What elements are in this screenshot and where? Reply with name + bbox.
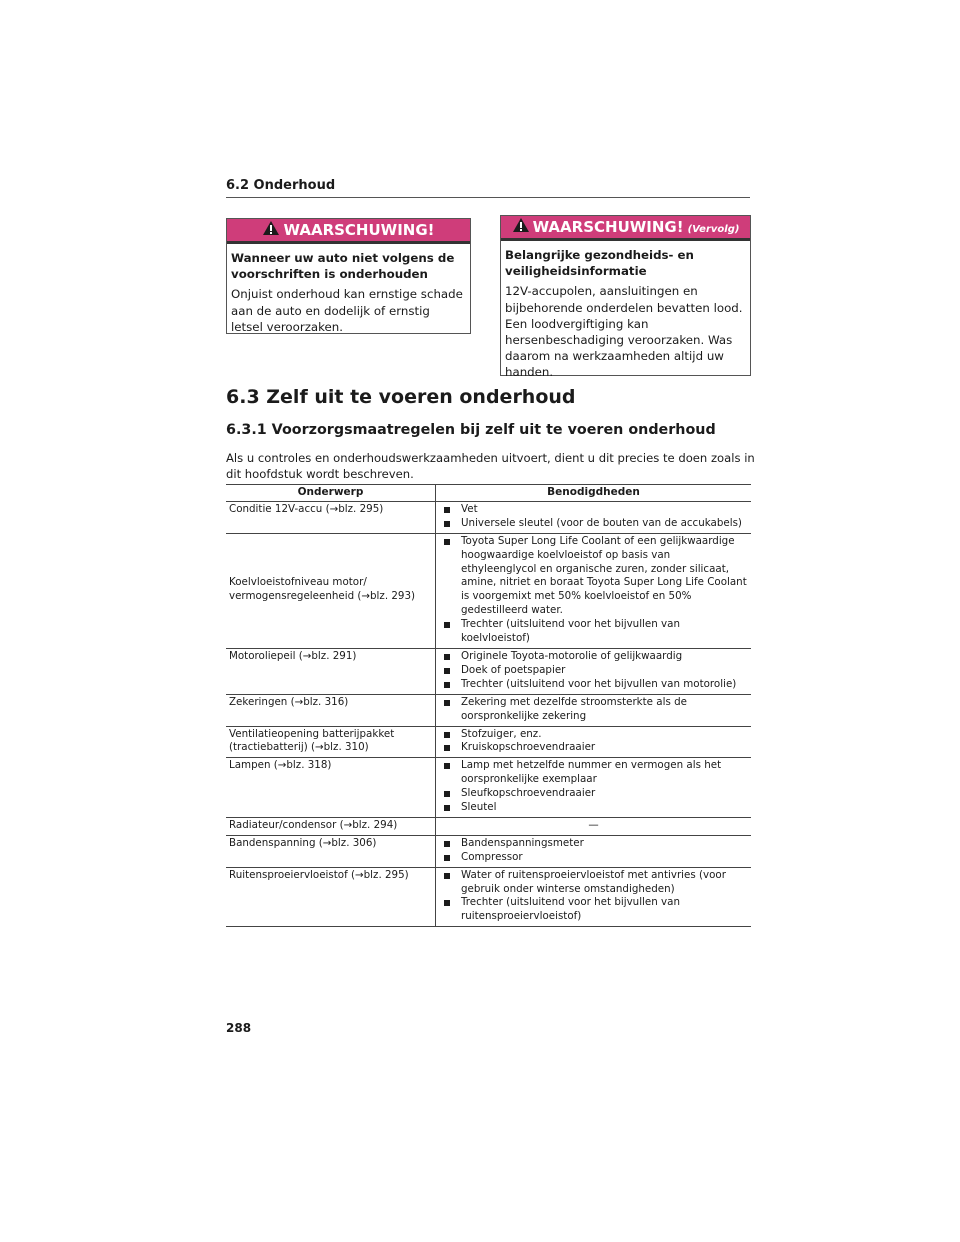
row-subject: Conditie 12V-accu (→blz. 295) — [226, 501, 436, 533]
warning-header — [501, 216, 750, 241]
requirement-item: Sleufkopschroevendraaier — [439, 787, 748, 801]
requirement-item: Water of ruitensproeiervloeistof met antivries (voor gebruik onder winterse omstandigheden) — [439, 869, 748, 897]
row-subject: Bandenspanning (→blz. 306) — [226, 835, 436, 867]
subsection-title: 6.3.1 Voorzorgsmaatregelen bij zelf uit te voeren onderhoud — [226, 422, 716, 438]
running-header: 6.2 Onderhoud — [226, 178, 750, 198]
warning-text: 12V-accupolen, aansluitingen en bijbehorende onderdelen bevatten lood. Een loodvergiftiging kan hersenbeschadiging veroorzaken. Was daarom na werkzaamheden altijd uw handen. — [505, 284, 743, 380]
requirement-item: Doek of poetspapier — [439, 664, 748, 678]
warning-heading: Belangrijke gezondheids- en veiligheidsinformatie — [505, 248, 694, 279]
row-subject: Lampen (→blz. 318) — [226, 758, 436, 818]
requirement-item: Toyota Super Long Life Coolant of een gelijkwaardige hoogwaardige koelvloeistof op basis van ethyleenglycol en organische zuren, zonder silicaat, amine, nitriet en boraat Toyota Super Long Life Coolant is voorgemixt met 50% koelvloeistof en 50% gedestilleerd water. — [439, 535, 748, 618]
requirement-item: Compressor — [439, 851, 748, 865]
table-header-requirements: Benodigdheden — [436, 485, 752, 502]
table-row — [226, 726, 751, 758]
warning-title: WAARSCHUWING! — [532, 218, 684, 236]
page-number: 288 — [226, 1021, 252, 1035]
warning-continued-label: (Vervolg) — [687, 224, 740, 235]
table-row — [226, 835, 751, 867]
section-title: 6.3 Zelf uit te voeren onderhoud — [226, 386, 576, 408]
table-row — [226, 648, 751, 694]
table-row — [226, 758, 751, 818]
requirement-item: Trechter (uitsluitend voor het bijvullen van motorolie) — [439, 678, 748, 692]
warning-box-left — [226, 218, 471, 334]
table-row — [226, 694, 751, 726]
requirement-item: Trechter (uitsluitend voor het bijvullen van koelvloeistof) — [439, 618, 748, 646]
requirement-item: Universele sleutel (voor de bouten van de accukabels) — [439, 517, 748, 531]
no-requirements-dash: — — [436, 817, 752, 835]
requirement-item: Trechter (uitsluitend voor het bijvullen van ruitensproeiervloeistof) — [439, 896, 748, 924]
table-header-subject: Onderwerp — [226, 485, 436, 502]
table-row — [226, 501, 751, 533]
requirement-item: Bandenspanningsmeter — [439, 837, 748, 851]
warning-box-right — [500, 215, 751, 380]
row-subject: Radiateur/condensor (→blz. 294) — [226, 817, 436, 835]
requirement-item: Kruiskopschroevendraaier — [439, 741, 748, 755]
warning-heading: Wanneer uw auto niet volgens de voorschriften is onderhouden — [231, 251, 455, 282]
table-row — [226, 817, 751, 835]
requirement-item: Zekering met dezelfde stroomsterkte als de oorspronkelijke zekering — [439, 696, 748, 724]
warning-triangle-icon — [512, 217, 530, 239]
requirement-item: Vet — [439, 503, 748, 517]
table-row — [226, 867, 751, 927]
warning-header — [227, 219, 470, 244]
row-subject: Motoroliepeil (→blz. 291) — [226, 648, 436, 694]
requirement-item: Sleutel — [439, 801, 748, 815]
intro-paragraph: Als u controles en onderhoudswerkzaamheden uitvoert, dient u dit precies te doen zoals in dit hoofdstuk wordt beschreven. — [226, 451, 755, 481]
requirement-item: Lamp met hetzelfde nummer en vermogen als het oorspronkelijke exemplaar — [439, 759, 748, 787]
row-subject: Zekeringen (→blz. 316) — [226, 694, 436, 726]
row-subject: Ruitensproeiervloeistof (→blz. 295) — [226, 867, 436, 927]
requirement-item: Originele Toyota-motorolie of gelijkwaardig — [439, 650, 748, 664]
requirement-item: Stofzuiger, enz. — [439, 728, 748, 742]
row-subject: Ventilatieopening batterijpakket (tractiebatterij) (→blz. 310) — [226, 726, 436, 758]
row-subject: Koelvloeistofniveau motor/ vermogensregeleenheid (→blz. 293) — [226, 533, 436, 648]
warning-triangle-icon — [262, 220, 280, 242]
table-row — [226, 533, 751, 648]
warning-text: Onjuist onderhoud kan ernstige schade aan de auto en dodelijk of ernstig letsel veroorzaken. — [231, 287, 463, 334]
warning-title: WAARSCHUWING! — [283, 221, 435, 239]
maintenance-table — [226, 484, 751, 927]
